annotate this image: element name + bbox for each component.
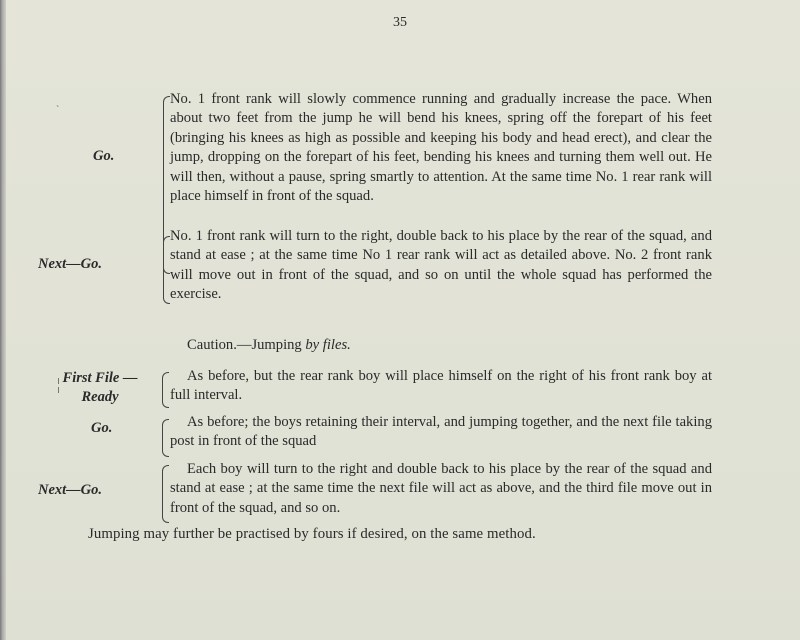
paragraph-2: No. 1 front rank will turn to the right, double back to his place by the rear of the squad, and stand at ease ; at the same time No 1 rear rank will act as detailed above. No. 2 front rank will move out in front of the squad, and so on until the whole squad has performed the exercise. [170,228,712,303]
caution-italic: by files. [305,337,351,353]
scan-tick [58,387,59,393]
caution-heading [187,337,351,354]
brace-4 [162,419,169,457]
brace-2 [163,236,170,304]
side-label-go-2: Go. [91,420,113,436]
paragraph-1: No. 1 front rank will slowly commence running and gradually increase the pace. When about two feet from the jump he will bend his knees, spring off the forepart of his feet (bringing his knees as high as possible and keeping his body and head erect), and clear the jump, dropping on the forepart of his feet, bending his knees and turning them well out. He will then, without a pause, spring smartly to attention. At the same time No. 1 rear rank will place himself in front of the squad. [170,91,712,205]
paragraph-4: As before; the boys retaining their interval, and jumping together, and the next file taking post in front of the squad [170,414,712,450]
brace-3 [162,372,169,408]
side-label-next-go-1: Next—Go. [38,256,103,272]
scan-mark: ˴ [56,100,60,111]
side-label-first-file-ready: First File —Ready [62,370,138,405]
paragraph-3: As before, but the rear rank boy will place himself on the right of his front rank boy at full interval. [170,368,712,404]
paragraph-5: Each boy will turn to the right and double back to his place by the rear of the squad and stand at ease ; at the same time the next file will act as above, and the third file move out in front of the squad, and so on. [170,461,712,516]
side-label-next-go-2: Next—Go. [38,482,103,498]
page-binding-edge [0,0,6,640]
closing-paragraph: Jumping may further be practised by fours if desired, on the same method. [88,526,536,542]
page-number: 35 [393,15,407,30]
side-label-go-1: Go. [93,148,115,164]
scan-tick [58,378,59,384]
brace-5 [162,465,169,523]
caution-prefix: Caution.—Jumping [187,337,306,353]
